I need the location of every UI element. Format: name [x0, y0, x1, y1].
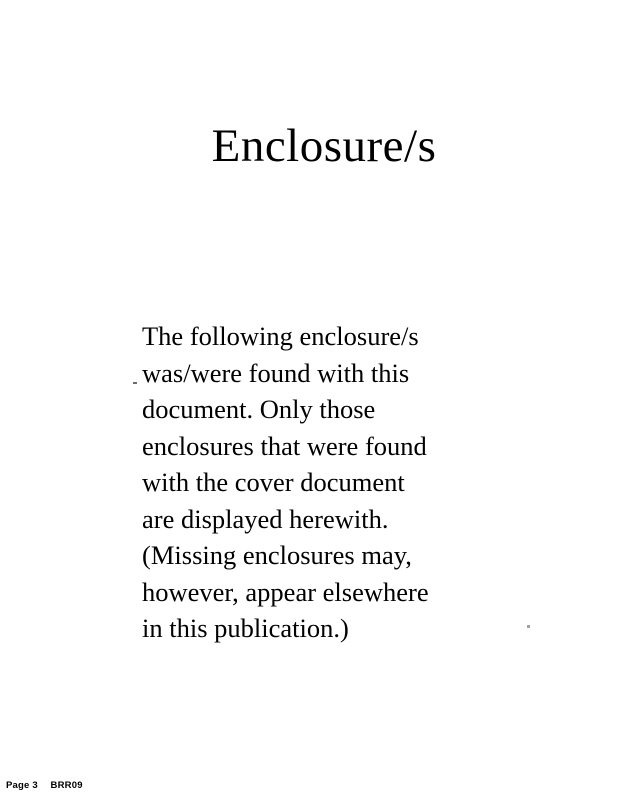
page-footer	[6, 780, 83, 791]
body-line: however, appear elsewhere	[142, 576, 429, 607]
body-line: (Missing enclosures may,	[142, 540, 412, 570]
body-line: enclosures that were found	[142, 430, 427, 461]
body-line: document. Only those	[142, 394, 376, 424]
footer-doc-id: BRR09	[50, 780, 83, 791]
footer-page-label: Page 3	[6, 780, 38, 791]
page-title: Enclosure/s	[211, 120, 437, 172]
body-line: was/were found with this	[142, 357, 410, 388]
body-line: with the cover document	[142, 467, 405, 497]
body-text-block	[142, 318, 490, 647]
body-line: are displayed herewith.	[142, 503, 389, 534]
body-line: The following enclosure/s	[142, 321, 419, 351]
scan-artifact-mark	[133, 382, 137, 384]
scan-artifact-speck	[527, 625, 530, 628]
body-line: in this publication.)	[142, 613, 349, 643]
